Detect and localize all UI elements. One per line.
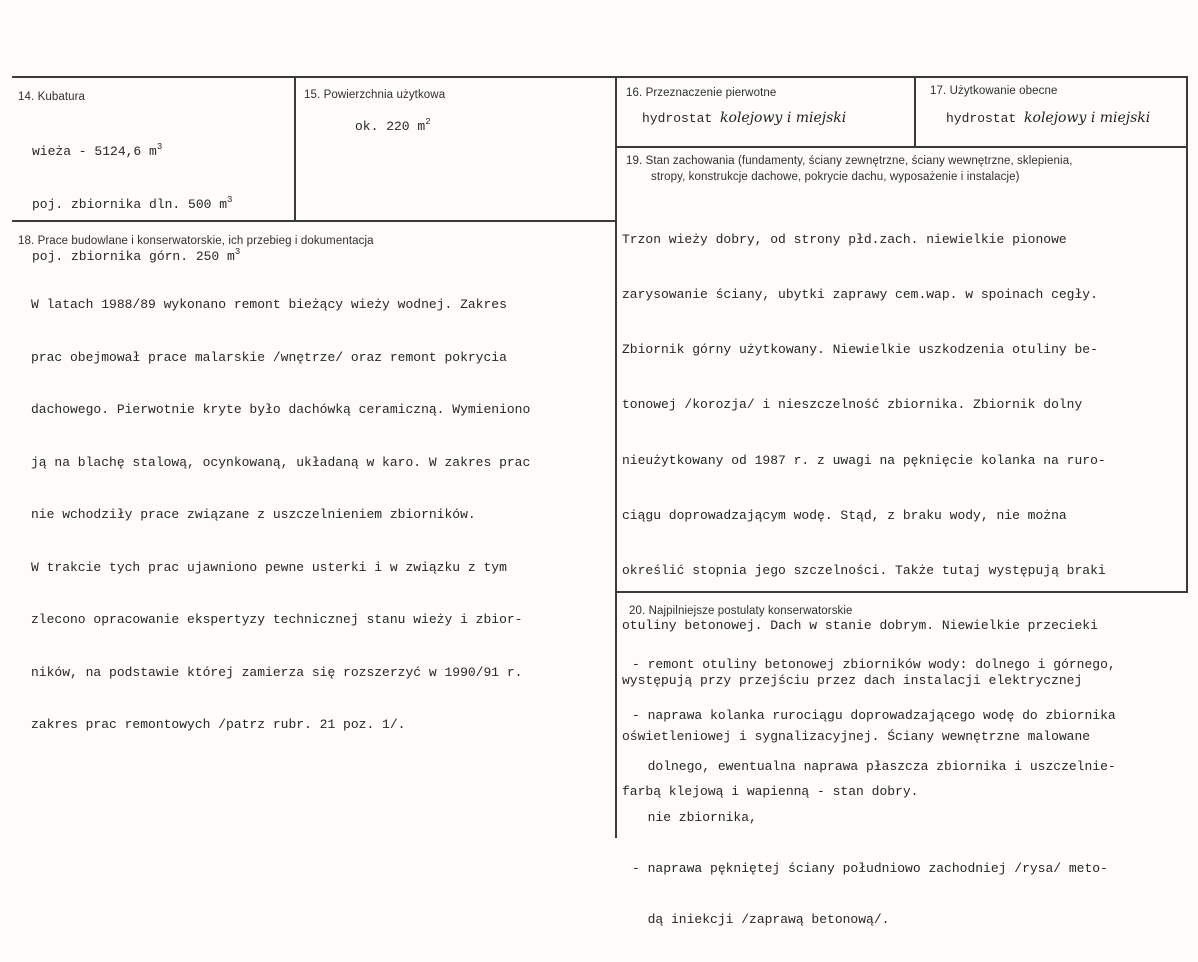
field-14-label: 14. Kubatura: [18, 91, 86, 103]
text-line: prac obejmował prace malarskie /wnętrze/ oraz remont pokrycia: [31, 349, 507, 365]
field-16-label: 16. Przeznaczenie pierwotne: [626, 87, 777, 99]
field-17-value: [946, 110, 1150, 128]
field-15-value: [355, 118, 431, 136]
top-rule: [12, 76, 1188, 78]
text-line: dachowego. Pierwotnie kryte było dachówką ceramiczną. Wymieniono: [31, 402, 531, 417]
field-16-value: [642, 110, 846, 128]
current-use-typed: hydrostat: [946, 111, 1017, 126]
cubature-lower-tank: poj. zbiornika dln. 500 m: [32, 196, 228, 212]
text-line: występują przy przejściu przez dach instalacji elektrycznej: [622, 673, 1083, 689]
text-line: ników, na podstawie której zamierza się rozszerzyć w 1990/91 r.: [31, 664, 523, 680]
text-line: W trakcie tych prac ujawniono pewne usterki i w związku z tym: [31, 559, 507, 575]
postulate-line: nie zbiornika,: [632, 810, 757, 825]
field-18-label: 18. Prace budowlane i konserwatorskie, ich przebieg i dokumentacja: [18, 235, 374, 247]
text-line: otuliny betonowej. Dach w stanie dobrym. Niewielkie przecieki: [622, 618, 1098, 634]
unit-exponent: 2: [425, 117, 431, 127]
postulate-line: dolnego, ewentualna naprawa płaszcza zbiornika i uszczelnie-: [632, 759, 1116, 774]
original-use-handwritten: kolejowy i miejski: [720, 110, 847, 126]
postulate-line: - naprawa pękniętej ściany południowo zachodniej /rysa/ meto-: [632, 861, 1108, 876]
text-line: ją na blachę stalową, ocynkowaną, układaną w karo. W zakres prac: [31, 454, 531, 470]
field-18-text: [31, 261, 530, 769]
text-line: oświetleniowej i sygnalizacyjnej. Ściany wewnętrzne malowane: [622, 728, 1091, 744]
postulate-line: dą iniekcji /zaprawą betonową/.: [632, 912, 890, 927]
divider-main: [615, 76, 617, 838]
text-line: tonowej /korozja/ i nieszczelność zbiornika. Zbiornik dolny: [622, 397, 1083, 413]
text-line: zakres prac remontowych /patrz rubr. 21 poz. 1/.: [31, 717, 406, 732]
postulate-line: - naprawa kolanka rurociągu doprowadzającego wodę do zbiornika: [632, 708, 1116, 723]
postulate-line: - remont otuliny betonowej zbiorników wody: dolnego i górnego,: [632, 657, 1116, 672]
right-edge: [1186, 76, 1188, 592]
text-line: Zbiornik górny użytkowany. Niewielkie uszkodzenia otuliny be-: [622, 342, 1098, 358]
text-line: farbą klejową i wapienną - stan dobry.: [622, 783, 919, 799]
original-use-typed: hydrostat: [642, 111, 713, 126]
text-line: ciągu doprowadzającym wodę. Stąd, z braku wody, nie można: [622, 507, 1067, 523]
cubature-upper-tank: poj. zbiornika górn. 250 m: [32, 249, 235, 264]
current-use-handwritten: kolejowy i miejski: [1024, 110, 1151, 126]
unit-exponent: 3: [156, 142, 163, 152]
field-17-label: 17. Użytkowanie obecne: [930, 85, 1058, 97]
divider-14-15: [294, 76, 296, 221]
field-20-label: 20. Najpilniejsze postulaty konserwatorskie: [629, 605, 853, 617]
field-19-label-line1: 19. Stan zachowania (fundamenty, ściany zewnętrzne, ściany wewnętrzne, sklepienia,: [626, 155, 1073, 167]
rule-under-16-17: [616, 146, 1188, 148]
divider-16-17: [914, 76, 916, 147]
field-19-label-line2: stropy, konstrukcje dachowe, pokrycie dachu, wyposażenie i instalacje): [651, 171, 1020, 183]
text-line: Trzon wieży dobry, od strony płd.zach. niewielkie pionowe: [622, 231, 1067, 247]
text-line: zlecono opracowanie ekspertyzy technicznej stanu wieży i zbior-: [31, 612, 523, 627]
text-line: zarysowanie ściany, ubytki zaprawy cem.wap. w spoinach cegły.: [622, 287, 1098, 303]
text-line: nie wchodziły prace związane z uszczelnieniem zbiorników.: [31, 507, 476, 522]
field-20-text: [632, 622, 1116, 962]
unit-exponent: 3: [234, 247, 241, 257]
text-line: nieużytkowany od 1987 r. z uwagi na pęknięcie kolanka na ruro-: [622, 452, 1106, 468]
cubature-tower: wieża - 5124,6 m: [32, 144, 157, 159]
field-15-label: 15. Powierzchnia użytkowa: [304, 89, 446, 101]
text-line: określić stopnia jego szczelności. Także tutaj występują braki: [622, 563, 1106, 579]
text-line: W latach 1988/89 wykonano remont bieżący wieży wodnej. Zakres: [31, 297, 507, 312]
unit-exponent: 3: [227, 194, 233, 205]
usable-area: ok. 220 m: [355, 119, 426, 134]
